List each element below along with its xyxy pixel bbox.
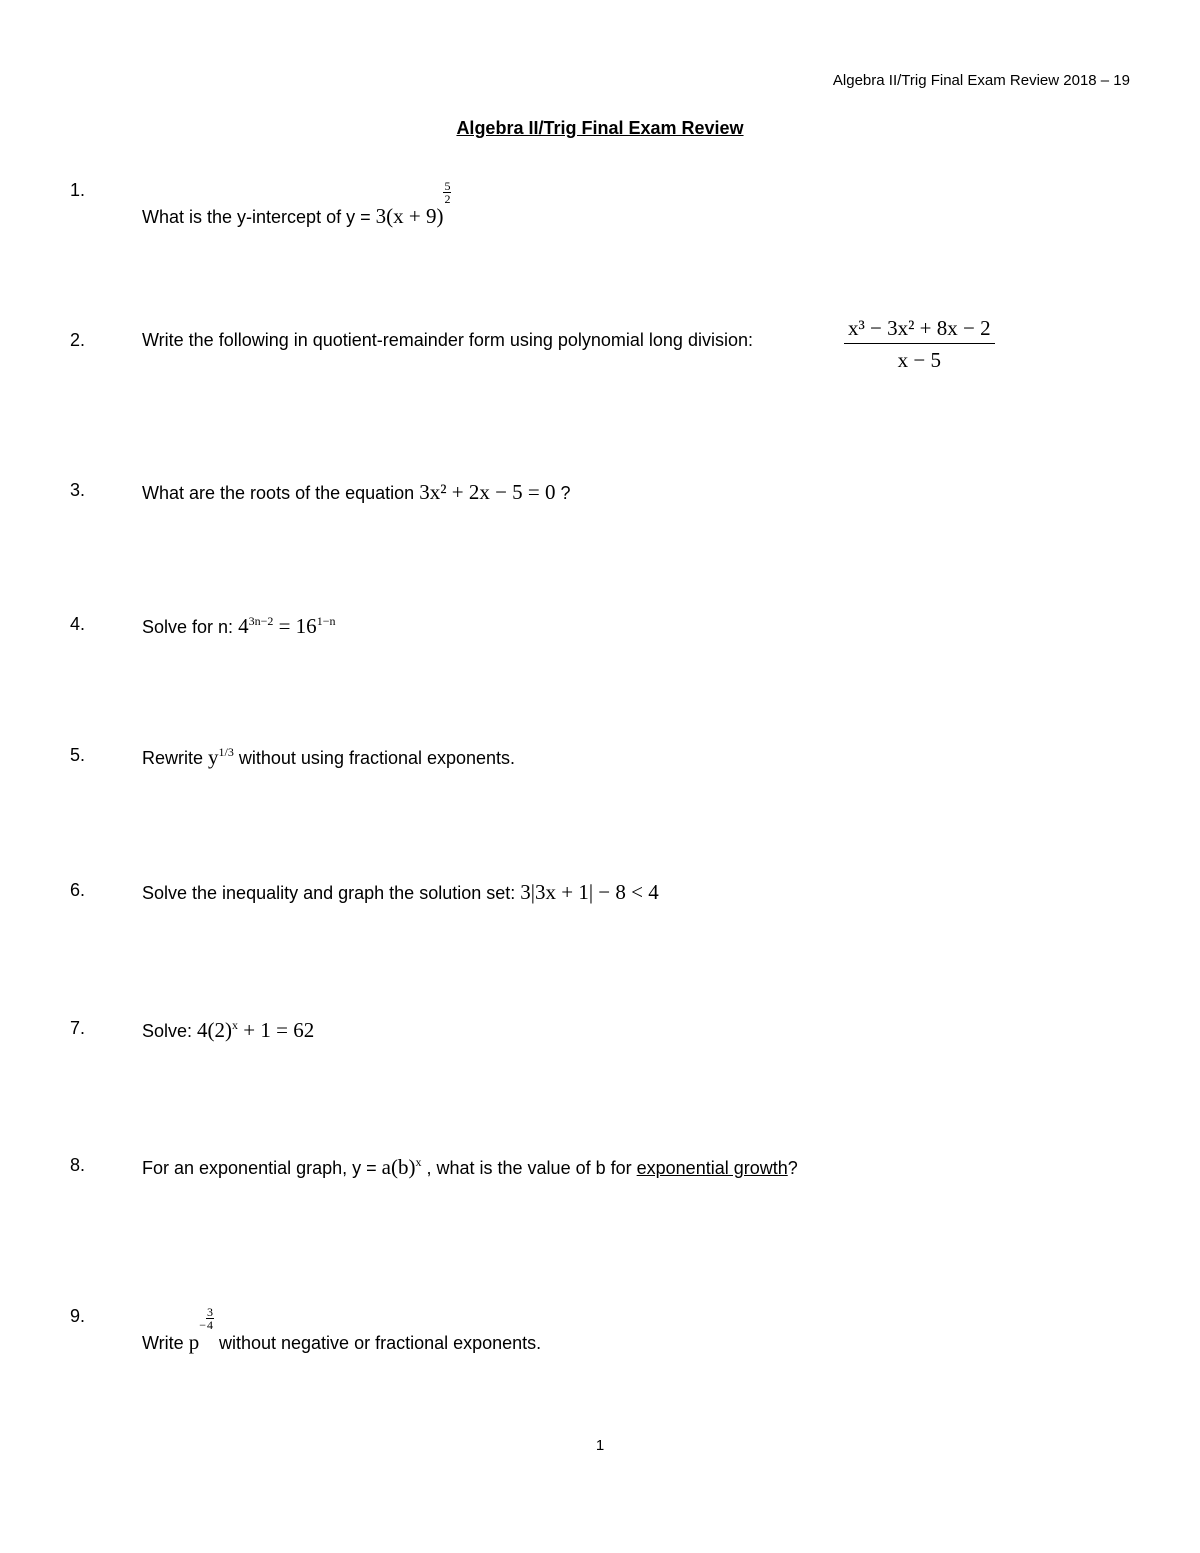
question-text: Solve for n: $4^{3n-2} = 16^{1-n}$ <box>142 614 336 638</box>
question-number: 4. <box>70 614 86 634</box>
page-title: Algebra II/Trig Final Exam Review <box>456 118 744 138</box>
fraction-numerator: x³ − 3x² + 8x − 2 <box>844 316 995 344</box>
math-expression: $4^{3n-2} = 16^{1-n}$ <box>238 614 336 638</box>
question-text: Solve: $4(2)^x + 1 = 62$ <box>142 1018 315 1042</box>
question-text: Write the following in quotient-remainder form using polynomial long division: <box>142 330 753 350</box>
math-expression: 3x² + 2x − 5 = 0 <box>419 480 556 504</box>
math-expression: p− $\frac{3}{4}$ <box>188 1305 213 1354</box>
math-expression: 3(x + 9) $\frac{5}{2}$ <box>375 179 451 228</box>
question-text: For an exponential graph, $y = a(b)^x$ , what is the value of b for exponential growth? <box>142 1155 798 1179</box>
math-expression: 3|3x + 1| − 8 < 4 <box>520 880 659 904</box>
question-number: 8. <box>70 1155 86 1175</box>
underlined-term: exponential growth <box>636 1158 788 1178</box>
question-number: 5. <box>70 745 86 765</box>
question-text: Write p− $\frac{3}{4}$ without negative or fractional exponents. <box>142 1305 542 1354</box>
math-expression: $4(2)^x + 1 = 62$ <box>197 1018 315 1042</box>
question-text: What are the roots of the equation 3x² + 2x − 5 = 0 ? <box>142 480 571 504</box>
math-expression: $y^{1/3}$ <box>208 745 234 769</box>
question-number: 2. <box>70 330 86 350</box>
question-number: 9. <box>70 1306 86 1326</box>
question-text: Solve the inequality and graph the solution set: 3|3x + 1| − 8 < 4 <box>142 880 659 904</box>
question-number: 7. <box>70 1018 86 1038</box>
page-number: 1 <box>595 1437 605 1454</box>
polynomial-fraction <box>844 316 995 373</box>
question-number: 3. <box>70 480 86 500</box>
fraction-denominator: x − 5 <box>897 348 941 372</box>
fraction-exponent: $\frac{5}{2}$ <box>444 179 451 206</box>
fraction-exponent: $\frac{3}{4}$ <box>206 1305 213 1332</box>
question-number: 6. <box>70 880 86 900</box>
question-number: 1. <box>70 180 86 200</box>
math-expression: $a(b)^x$ <box>381 1155 422 1179</box>
running-header: Algebra II/Trig Final Exam Review 2018 – 19 <box>832 72 1130 89</box>
question-text: What is the y-intercept of y = 3(x + 9) $\frac{5}{2}$ <box>142 179 451 228</box>
question-text: Rewrite $y^{1/3}$ without using fractional exponents. <box>142 745 516 769</box>
